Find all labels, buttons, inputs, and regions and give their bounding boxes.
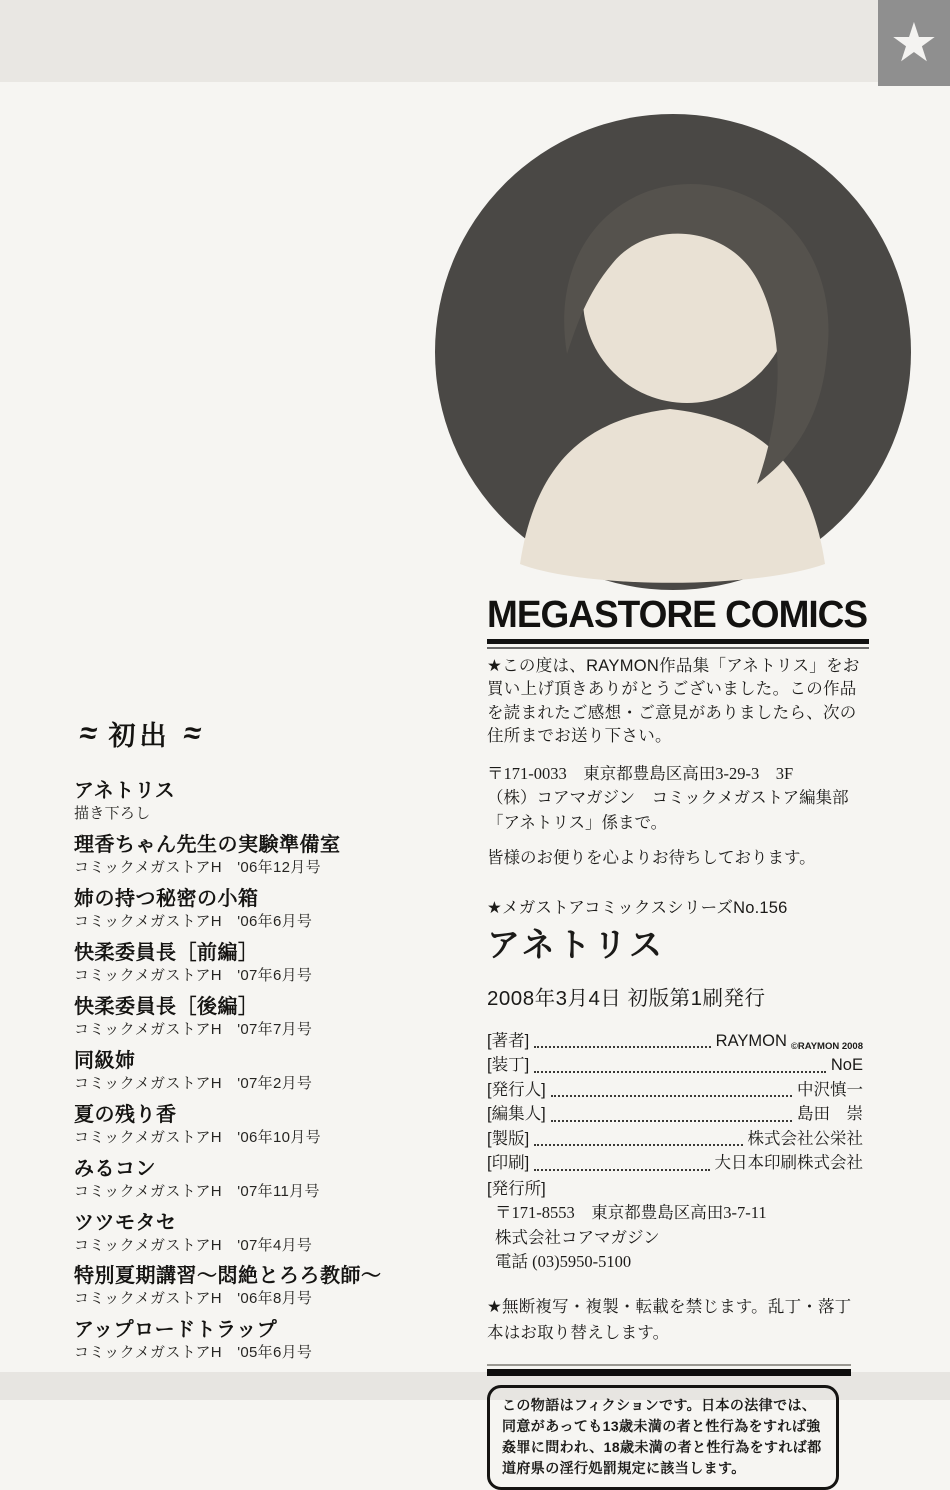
list-item xyxy=(74,1264,459,1309)
copyright-warning: ★無断複写・複製・転載を禁じます。乱丁・落丁本はお取り替えします。 xyxy=(487,1298,852,1342)
dot-leader xyxy=(534,1144,742,1146)
credits-list xyxy=(487,1029,863,1176)
dot-leader xyxy=(534,1071,826,1073)
editorial-address-block xyxy=(487,762,863,836)
list-item xyxy=(74,779,459,824)
megastore-comics-logo xyxy=(487,594,869,649)
entry-title: ツツモタセ xyxy=(74,1211,177,1234)
logo-text: MEGASTORE COMICS xyxy=(487,593,868,636)
publisher-phone: 電話 (03)5950-5100 xyxy=(495,1251,632,1271)
publisher-company: 株式会社コアマガジン xyxy=(495,1228,660,1247)
series-number-line: ★メガストアコミックスシリーズNo.156 xyxy=(487,899,788,918)
entry-source: コミックメガストアH '06年8月号 xyxy=(74,1290,313,1308)
list-item xyxy=(74,1103,459,1148)
logo-rule-thin xyxy=(487,647,869,649)
list-item xyxy=(74,941,459,986)
list-item xyxy=(74,995,459,1040)
dot-leader xyxy=(551,1120,792,1122)
waiting-note: 皆様のお便りを心よりお待ちしております。 xyxy=(487,848,816,867)
credit-value: 株式会社公栄社 xyxy=(747,1129,863,1148)
credit-row-publisher-person xyxy=(487,1078,863,1103)
publisher-label: [発行所] xyxy=(487,1179,546,1198)
first-publication-column xyxy=(74,714,459,1372)
entry-source: コミックメガストアH '07年4月号 xyxy=(74,1236,313,1254)
illustration-svg xyxy=(425,92,915,597)
first-publication-heading xyxy=(76,714,459,753)
entry-title: 夏の残り香 xyxy=(74,1103,177,1126)
editorial-postal: 〒171-0033 東京都豊島区高田3-29-3 3F xyxy=(487,763,794,783)
entry-title: 姉の持つ秘密の小箱 xyxy=(74,887,259,910)
entry-source: コミックメガストアH '06年12月号 xyxy=(74,858,321,876)
list-item xyxy=(74,833,459,878)
credit-row-design xyxy=(487,1053,863,1078)
entry-source: コミックメガストアH '06年6月号 xyxy=(74,912,313,930)
book-title: アネトリス xyxy=(487,925,666,963)
entry-title: みるコン xyxy=(74,1157,156,1180)
credit-label: [印刷] xyxy=(487,1154,530,1173)
entry-title: 同級姉 xyxy=(74,1049,136,1072)
credit-label: [編集人] xyxy=(487,1105,546,1124)
copyright-mark: ©RAYMON 2008 xyxy=(790,1040,863,1052)
list-item xyxy=(74,887,459,932)
entry-source: 描き下ろし xyxy=(74,805,151,822)
star-icon: ★ xyxy=(889,13,939,73)
disclaimer-rule-thick xyxy=(487,1369,851,1376)
dot-leader xyxy=(534,1169,709,1171)
scan-top-band xyxy=(0,0,950,82)
wave-ornament-right: ≈ xyxy=(181,716,203,750)
credit-value: 島田 崇 xyxy=(797,1105,863,1124)
credit-row-printing xyxy=(487,1151,863,1176)
credit-row-plate xyxy=(487,1127,863,1152)
entry-title: アップロードトラップ xyxy=(74,1319,278,1342)
editorial-attention: 「アネトリス」係まで。 xyxy=(487,814,668,833)
corner-star-box xyxy=(878,0,950,86)
greeting-paragraph: ★この度は、RAYMON作品集「アネトリス」をお買い上げ頂きありがとうございました。この作品を読まれたご感想・ご意見がありましたら、次の住所までお送り下さい。 xyxy=(487,657,860,746)
credit-label: [著者] xyxy=(487,1031,530,1050)
entry-title: 快柔委員長［後編］ xyxy=(74,995,259,1018)
logo-rule-thick xyxy=(487,639,869,644)
list-item xyxy=(74,1157,459,1202)
entry-source: コミックメガストアH '05年6月号 xyxy=(74,1344,313,1362)
entry-title: 快柔委員長［前編］ xyxy=(74,941,259,964)
dot-leader xyxy=(551,1095,792,1097)
credit-value: RAYMON xyxy=(715,1031,787,1050)
entry-source: コミックメガストアH '06年10月号 xyxy=(74,1128,321,1146)
entry-source: コミックメガストアH '07年6月号 xyxy=(74,966,313,984)
publisher-block xyxy=(487,1178,863,1275)
disclaimer-rule-thin xyxy=(487,1364,851,1366)
dot-leader xyxy=(534,1046,711,1048)
publisher-postal: 〒171-8553 東京都豊島区高田3-7-11 xyxy=(495,1203,767,1223)
credit-value: 中沢慎一 xyxy=(797,1080,863,1099)
entry-source: コミックメガストアH '07年7月号 xyxy=(74,1020,313,1038)
credit-row-author xyxy=(487,1029,863,1054)
colophon-column xyxy=(487,655,863,1490)
list-item xyxy=(74,1211,459,1256)
entry-source: コミックメガストアH '07年11月号 xyxy=(74,1182,320,1200)
printing-date-line: 2008年3月4日 初版第1刷発行 xyxy=(487,986,766,1010)
credit-value: NoE xyxy=(830,1056,863,1075)
entry-title: アネトリス xyxy=(74,780,176,802)
entry-source: コミックメガストアH '07年2月号 xyxy=(74,1074,313,1092)
wave-ornament-left: ≈ xyxy=(76,716,99,750)
list-item xyxy=(74,1318,459,1363)
legal-disclaimer-box: この物語はフィクションです。日本の法律では、同意があっても13歳未満の者と性行為をすれば強姦罪に問われ、18歳未満の者と性行為をすれば都道府県の淫行処罰規定に該当します。 xyxy=(487,1385,839,1490)
list-item xyxy=(74,1049,459,1094)
editorial-company: （株）コアマガジン コミックメガストア編集部 xyxy=(487,789,849,808)
credit-label: [装丁] xyxy=(487,1056,530,1075)
credit-label: [発行人] xyxy=(487,1080,546,1099)
entry-title: 特別夏期講習〜悶絶とろろ教師〜 xyxy=(74,1265,382,1288)
credit-row-editor xyxy=(487,1102,863,1127)
entry-title: 理香ちゃん先生の実験準備室 xyxy=(74,833,341,856)
credit-value: 大日本印刷株式会社 xyxy=(714,1154,863,1173)
heading-text: 初出 xyxy=(108,721,171,751)
credit-label: [製版] xyxy=(487,1129,530,1148)
cover-illustration-placeholder xyxy=(425,92,915,597)
